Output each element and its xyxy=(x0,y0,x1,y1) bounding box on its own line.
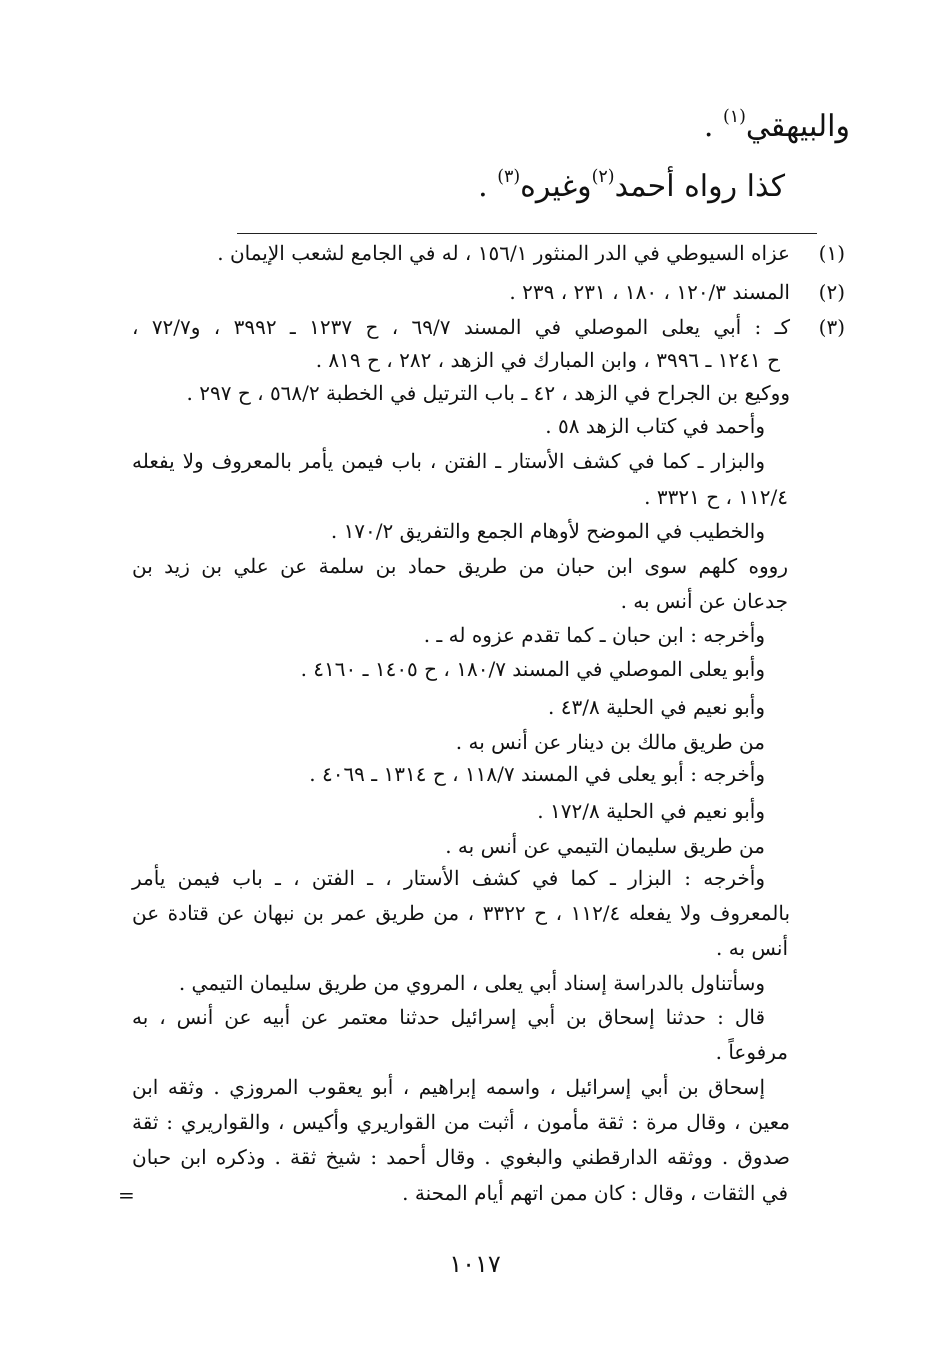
footnote-3-line: وأبو يعلى الموصلي في المسند ١٨٠/٧ ، ح ١٤٠٥ ـ ٤١٦٠ . xyxy=(300,657,765,681)
page-number: ١٠١٧ xyxy=(449,1250,501,1278)
footnote-3-line: بالمعروف ولا يفعله ١١٢/٤ ، ح ٣٣٢٢ ، من طريق عمر بن نبهان عن قتادة عن xyxy=(132,901,791,925)
footnote-number-2: (٢) xyxy=(818,280,845,304)
footnote-3-line: جدعان عن أنس به . xyxy=(620,589,788,613)
footnote-3-line: مرفوعاً . xyxy=(715,1040,788,1064)
main-text-segment: والبيهقي xyxy=(745,109,850,144)
footnote-3-line: صدوق . ووثقه الدارقطني والبغوي . وقال أحمد : شيخ ثقة . وذكره ابن حبان xyxy=(132,1145,790,1169)
footnote-3-line: والخطيب في الموضح لأوهام الجمع والتفريق ١٧٠/٢ . xyxy=(330,519,765,543)
footnote-number-3: (٣) xyxy=(818,315,845,339)
footnote-3-line: وأخرجه : أبو يعلى في المسند ١١٨/٧ ، ح ١٣١٤ ـ ٤٠٦٩ . xyxy=(309,762,765,786)
main-text-segment: . xyxy=(478,169,498,204)
footnote-1-text: عزاه السيوطي في الدر المنثور ١٥٦/١ ، له في الجامع لشعب الإيمان . xyxy=(217,241,790,265)
main-text-segment: كذا رواه أحمد xyxy=(614,169,785,204)
footnote-3-line: وأبو نعيم في الحلية ٤٣/٨ . xyxy=(548,695,765,719)
footnote-3-line: وأخرجه : ابن حبان ـ كما تقدم عزوه له ـ . xyxy=(423,623,765,647)
footnote-3-line: في الثقات ، وقال : كان ممن اتهم أيام المحنة . xyxy=(402,1181,788,1205)
main-text-line-1 xyxy=(703,107,850,144)
footnote-3-line: إسحاق بن أبي إسرائيل ، واسمه إبراهيم ، أبو يعقوب المروزي . وثقه ابن xyxy=(132,1075,765,1099)
main-text-line-2 xyxy=(478,167,785,204)
footnote-3-line: معين ، وقال مرة : ثقة مأمون ، أثبت من القواريري وأكيس ، والقواريري : ثقة xyxy=(132,1110,790,1134)
footnote-3-line: والبزار ـ كما في كشف الأستار ـ الفتن ، باب فيمن يأمر بالمعروف ولا يفعله xyxy=(132,449,765,473)
main-text-segment: وغيره xyxy=(520,169,592,204)
footnote-3-line: كـ : أبي يعلى الموصلي في المسند ٦٩/٧ ، ح ١٢٣٧ ـ ٣٩٩٢ ، و٧٢/٧ ، xyxy=(132,315,791,339)
footnote-3-line: قال : حدثنا إسحاق بن أبي إسرائيل حدثنا معتمر عن أبيه عن أنس ، به xyxy=(132,1005,765,1029)
footnote-3-line: ح ١٢٤١ ـ ٣٩٩٦ ، وابن المبارك في الزهد ، ٢٨٢ ، ح ٨١٩ . xyxy=(315,348,780,372)
footnote-ref-3[interactable]: (٣) xyxy=(497,167,521,188)
footnote-separator xyxy=(237,233,817,234)
footnote-2-text: المسند ١٢٠/٣ ، ١٨٠ ، ٢٣١ ، ٢٣٩ . xyxy=(509,280,790,304)
footnote-3-line: من طريق سليمان التيمي عن أنس به . xyxy=(445,834,765,858)
footnote-3-line: أنس به . xyxy=(716,936,788,960)
footnote-3-line: من طريق مالك بن دينار عن أنس به . xyxy=(455,730,765,754)
footnote-3-line: وأبو نعيم في الحلية ١٧٢/٨ . xyxy=(537,799,765,823)
footnote-ref-1[interactable]: (١) xyxy=(722,107,746,128)
footnote-3-line: وأخرجه : البزار ـ كما في كشف الأستار ، ـ الفتن ، ـ باب فيمن يأمر xyxy=(132,866,765,890)
footnote-3-line: رووه كلهم سوى ابن حبان من طريق حماد بن سلمة عن علي بن زيد بن xyxy=(132,554,788,578)
main-text-segment: . xyxy=(703,109,723,144)
continuation-mark: = xyxy=(118,1183,135,1207)
footnote-ref-2[interactable]: (٢) xyxy=(591,167,615,188)
footnote-3-line: وسأتناول بالدراسة إسناد أبي يعلى ، المروي من طريق سليمان التيمي . xyxy=(178,971,765,995)
footnote-number-1: (١) xyxy=(818,241,845,265)
footnote-3-line: ١١٢/٤ ، ح ٣٣٢١ . xyxy=(644,485,788,509)
footnote-3-line: ووكيع بن الجراح في الزهد ، ٤٢ ـ باب الترتيل في الخطبة ٥٦٨/٢ ، ح ٢٩٧ . xyxy=(186,381,790,405)
footnote-3-line: وأحمد في كتاب الزهد ٥٨ . xyxy=(545,414,765,438)
